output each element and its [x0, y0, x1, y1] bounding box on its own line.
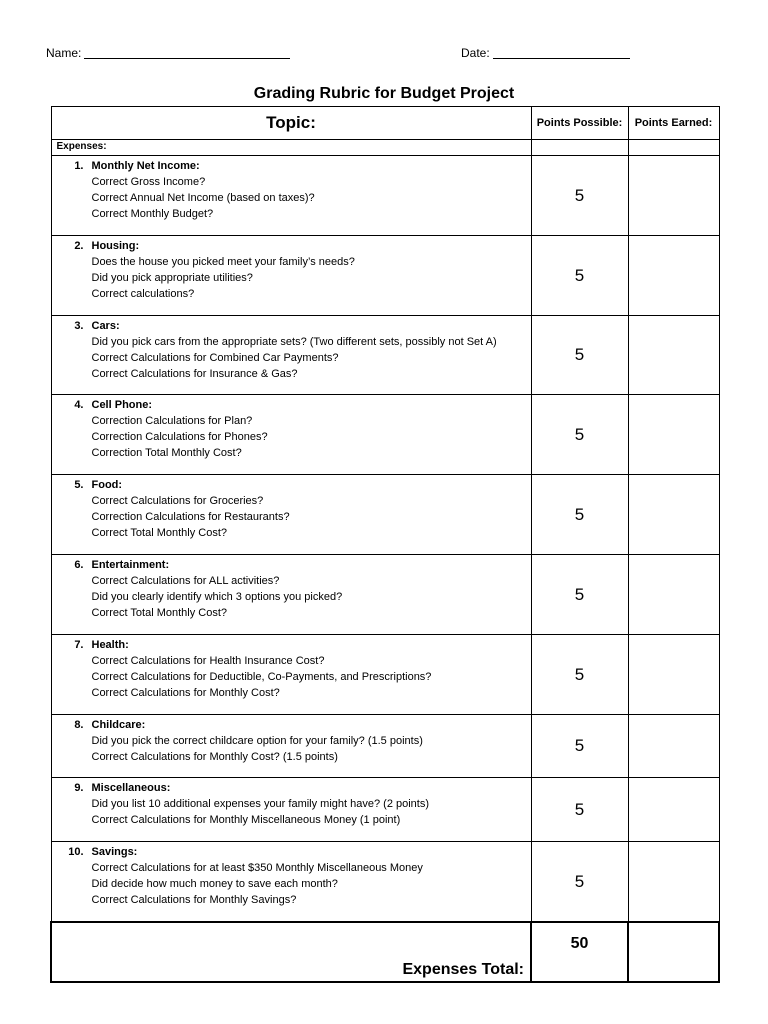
rubric-table	[50, 106, 720, 983]
criterion-text: Correct Calculations for Monthly Cost?	[91, 687, 280, 699]
rubric-item	[51, 316, 531, 395]
points-possible-value: 5	[531, 778, 628, 842]
date-label: Date:	[461, 46, 490, 60]
date-field	[461, 46, 630, 60]
criterion-text: Correct Monthly Budget?	[91, 208, 214, 220]
item-number: 10.	[68, 846, 84, 858]
criterion-text: Correct calculations?	[91, 288, 195, 300]
criterion-text: Did you pick the correct childcare option for your family? (1.5 points)	[91, 735, 423, 747]
item-heading	[52, 238, 531, 254]
expenses-total-label: Expenses Total:	[51, 922, 531, 982]
criterion-text: Correct Calculations for Insurance & Gas?	[91, 368, 298, 380]
item-label: Health:	[91, 639, 129, 651]
page-title: Grading Rubric for Budget Project	[253, 85, 515, 102]
criterion-text: Correct Calculations for ALL activities?	[91, 575, 280, 587]
item-heading	[52, 397, 531, 413]
item-heading	[52, 717, 531, 733]
criterion-text: Correct Calculations for Monthly Cost? (1.5 points)	[91, 751, 338, 763]
table-row	[51, 842, 719, 923]
criterion-text: Correct Calculations for Deductible, Co-Payments, and Prescriptions?	[91, 671, 432, 683]
points-earned-cell[interactable]	[628, 635, 719, 715]
points-possible-value: 5	[531, 236, 628, 316]
table-row	[51, 635, 719, 715]
table-row	[51, 395, 719, 475]
points-possible-header: Points Possible:	[531, 107, 628, 140]
item-label: Childcare:	[91, 719, 146, 731]
table-row	[51, 715, 719, 778]
points-earned-header: Points Earned:	[628, 107, 719, 140]
section-label: Expenses:	[51, 140, 531, 156]
table-row	[51, 156, 719, 236]
criterion-text: Correction Calculations for Phones?	[91, 431, 268, 443]
criterion-text: Correct Total Monthly Cost?	[91, 607, 228, 619]
criterion-text: Correction Total Monthly Cost?	[91, 447, 242, 459]
rubric-item	[51, 156, 531, 236]
criterion-text: Correct Total Monthly Cost?	[91, 527, 228, 539]
section-points-earned	[628, 140, 719, 156]
item-label: Housing:	[91, 240, 140, 252]
name-blank-line[interactable]	[84, 46, 290, 59]
item-number: 3.	[74, 320, 84, 332]
item-label: Food:	[91, 479, 123, 491]
criterion-text: Correct Calculations for Monthly Miscellaneous Money (1 point)	[91, 814, 401, 826]
item-number: 1.	[74, 160, 84, 172]
criterion-text: Did you pick appropriate utilities?	[91, 272, 253, 284]
item-heading	[52, 318, 531, 334]
criterion-text: Correct Calculations for at least $350 Monthly Miscellaneous Money	[91, 862, 423, 874]
rubric-item	[51, 842, 531, 923]
criterion-text: Correction Calculations for Plan?	[91, 415, 253, 427]
item-number: 6.	[74, 559, 84, 571]
criterion-text: Correction Calculations for Restaurants?	[91, 511, 290, 523]
table-row	[51, 316, 719, 395]
points-possible-value: 5	[531, 316, 628, 395]
criterion-text: Correct Gross Income?	[91, 176, 206, 188]
item-number: 9.	[74, 782, 84, 794]
section-row	[51, 140, 719, 156]
points-possible-value: 5	[531, 635, 628, 715]
rubric-item	[51, 475, 531, 555]
item-heading	[52, 158, 531, 174]
criterion-text: Correct Calculations for Groceries?	[91, 495, 264, 507]
table-row	[51, 555, 719, 635]
points-possible-value: 5	[531, 715, 628, 778]
points-earned-cell[interactable]	[628, 475, 719, 555]
rubric-item	[51, 635, 531, 715]
item-label: Cars:	[91, 320, 120, 332]
expenses-total-earned-cell[interactable]	[628, 922, 719, 982]
item-label: Monthly Net Income:	[91, 160, 200, 172]
date-blank-line[interactable]	[493, 46, 630, 59]
item-heading	[52, 477, 531, 493]
table-row	[51, 475, 719, 555]
points-earned-cell[interactable]	[628, 842, 719, 923]
table-row	[51, 778, 719, 842]
section-points-possible	[531, 140, 628, 156]
item-number: 8.	[74, 719, 84, 731]
criterion-text: Does the house you picked meet your family’s needs?	[91, 256, 355, 268]
points-earned-cell[interactable]	[628, 555, 719, 635]
rubric-item	[51, 555, 531, 635]
points-possible-value: 5	[531, 555, 628, 635]
item-number: 2.	[74, 240, 84, 252]
item-heading	[52, 557, 531, 573]
item-label: Cell Phone:	[91, 399, 153, 411]
points-earned-cell[interactable]	[628, 395, 719, 475]
item-heading	[52, 637, 531, 653]
points-earned-cell[interactable]	[628, 156, 719, 236]
expenses-total-points: 50	[531, 922, 628, 982]
rubric-item	[51, 236, 531, 316]
points-possible-value: 5	[531, 395, 628, 475]
criterion-text: Did decide how much money to save each month?	[91, 878, 338, 890]
item-label: Savings:	[91, 846, 138, 858]
criterion-text: Correct Annual Net Income (based on taxes)?	[91, 192, 315, 204]
total-row	[51, 922, 719, 982]
topic-header: Topic:	[51, 107, 531, 140]
item-label: Entertainment:	[91, 559, 170, 571]
criterion-text: Correct Calculations for Monthly Savings?	[91, 894, 297, 906]
table-row	[51, 236, 719, 316]
rubric-item	[51, 778, 531, 842]
item-number: 7.	[74, 639, 84, 651]
name-label: Name:	[46, 46, 82, 60]
rubric-item	[51, 715, 531, 778]
points-earned-cell[interactable]	[628, 715, 719, 778]
criterion-text: Correct Calculations for Health Insurance Cost?	[91, 655, 325, 667]
rubric-item	[51, 395, 531, 475]
item-number: 5.	[74, 479, 84, 491]
points-possible-value: 5	[531, 156, 628, 236]
points-earned-cell[interactable]	[628, 778, 719, 842]
points-possible-value: 5	[531, 475, 628, 555]
criterion-text: Did you list 10 additional expenses your family might have? (2 points)	[91, 798, 430, 810]
item-heading	[52, 780, 531, 796]
criterion-text: Did you pick cars from the appropriate sets? (Two different sets, possibly not Set A)	[91, 336, 497, 348]
points-earned-cell[interactable]	[628, 236, 719, 316]
points-earned-cell[interactable]	[628, 316, 719, 395]
criterion-text: Correct Calculations for Combined Car Payments?	[91, 352, 339, 364]
item-heading	[52, 844, 531, 860]
item-number: 4.	[74, 399, 84, 411]
table-header-row	[51, 107, 719, 140]
item-label: Miscellaneous:	[91, 782, 171, 794]
criterion-text: Did you clearly identify which 3 options you picked?	[91, 591, 343, 603]
name-field	[46, 46, 290, 60]
points-possible-value: 5	[531, 842, 628, 923]
